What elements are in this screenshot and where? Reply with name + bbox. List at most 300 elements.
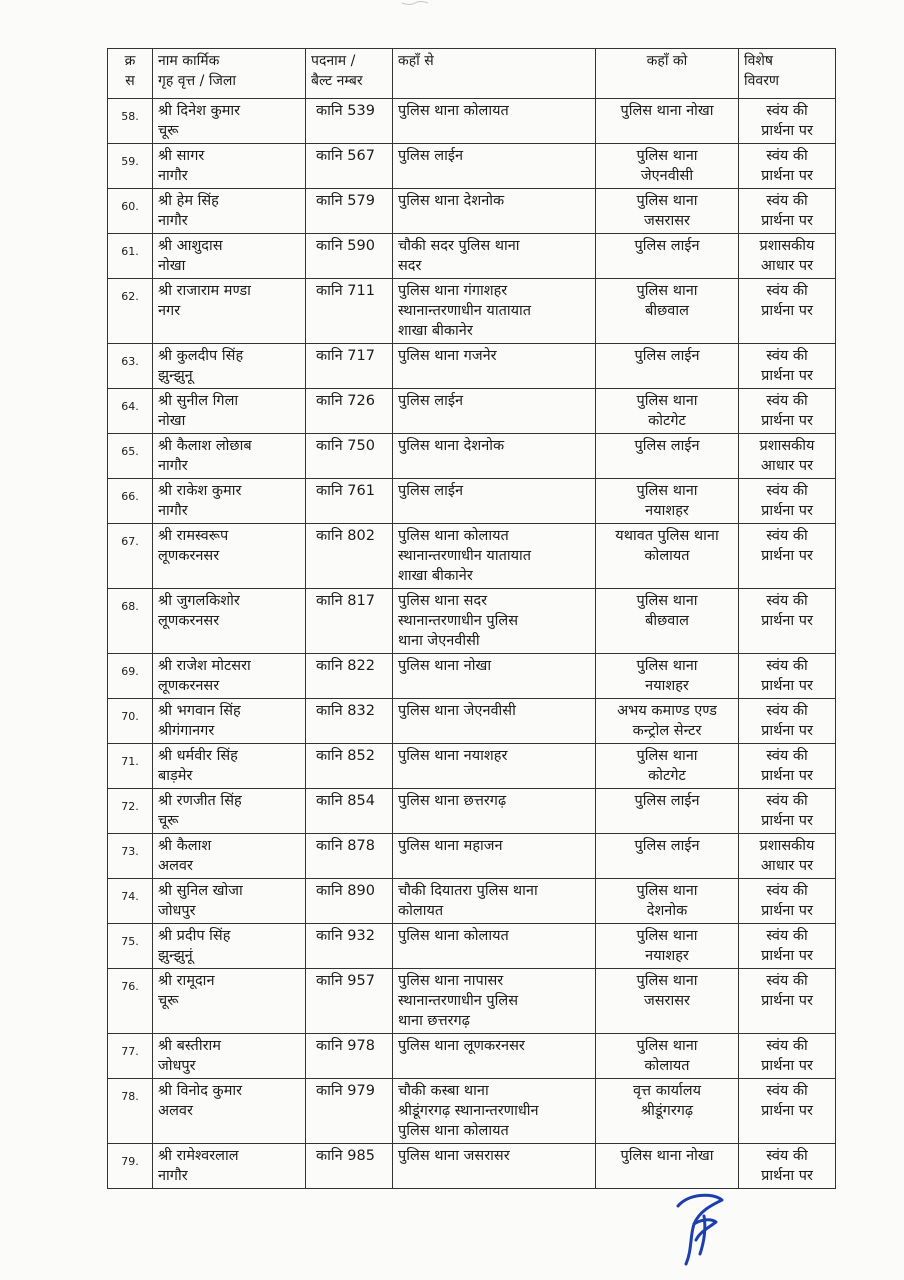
employee-name-line: जोधपुर <box>158 903 196 919</box>
special-remark <box>739 524 836 589</box>
special-remark <box>739 144 836 189</box>
transfer-from-line: पुलिस थाना नयाशहर <box>398 748 508 764</box>
special-remark-line: स्वंय की <box>766 1038 808 1054</box>
transfer-from-line: पुलिस थाना गंगाशहर <box>398 283 508 299</box>
employee-name-line: नागौर <box>158 458 188 474</box>
employee-name-line: बाड़मेर <box>158 768 193 784</box>
table-row <box>108 699 836 744</box>
transfer-from-line: शाखा बीकानेर <box>398 323 473 339</box>
employee-name-line: श्री भगवान सिंह <box>158 703 241 719</box>
special-remark-line: स्वंय की <box>766 793 808 809</box>
transfer-to-line: जसरासर <box>644 993 690 1009</box>
employee-name <box>153 524 306 589</box>
employee-name-line: नोखा <box>158 258 186 274</box>
serial-number: 72. <box>108 789 153 834</box>
transfer-from-line: थाना छत्तरगढ़ <box>398 1013 470 1029</box>
employee-name-line: चूरू <box>158 993 179 1009</box>
designation-belt: कानि 539 <box>306 99 393 144</box>
table-row <box>108 589 836 654</box>
special-remark-line: स्वंय की <box>766 348 808 364</box>
employee-name-line: श्री विनोद कुमार <box>158 1083 243 1099</box>
employee-name-line: श्री सुनिल खोजा <box>158 883 243 899</box>
employee-name-line: श्री रामस्वरूप <box>158 528 229 544</box>
table-row <box>108 279 836 344</box>
employee-name <box>153 234 306 279</box>
employee-name <box>153 1034 306 1079</box>
employee-name-line: अलवर <box>158 858 193 874</box>
special-remark <box>739 789 836 834</box>
serial-number: 77. <box>108 1034 153 1079</box>
transfer-to-line: पुलिस थाना <box>636 483 698 499</box>
employee-name <box>153 344 306 389</box>
table-row <box>108 1079 836 1144</box>
transfer-to-line: जेएनवीसी <box>640 168 694 184</box>
special-remark-line: प्रार्थना पर <box>761 768 813 784</box>
special-remark <box>739 389 836 434</box>
transfer-from-line: पुलिस थाना देशनोक <box>398 438 505 454</box>
designation-belt: कानि 978 <box>306 1034 393 1079</box>
serial-number: 74. <box>108 879 153 924</box>
table-row <box>108 654 836 699</box>
scan-mark <box>400 0 430 8</box>
serial-number: 71. <box>108 744 153 789</box>
employee-name <box>153 789 306 834</box>
serial-number: 60. <box>108 189 153 234</box>
transfer-to <box>596 699 739 744</box>
special-remark-line: स्वंय की <box>766 283 808 299</box>
designation-belt: कानि 717 <box>306 344 393 389</box>
special-remark <box>739 1079 836 1144</box>
employee-name-line: श्री रणजीत सिंह <box>158 793 242 809</box>
header-serial: क्र स <box>108 49 153 99</box>
serial-number: 75. <box>108 924 153 969</box>
table-row <box>108 834 836 879</box>
employee-name <box>153 879 306 924</box>
special-remark <box>739 879 836 924</box>
special-remark-line: प्रशासकीय <box>759 238 815 254</box>
employee-name-line: श्री सुनील गिला <box>158 393 239 409</box>
serial-number: 59. <box>108 144 153 189</box>
serial-number: 68. <box>108 589 153 654</box>
transfer-to-line: श्रीडूंगरगढ़ <box>640 1103 694 1119</box>
special-remark-line: स्वंय की <box>766 1083 808 1099</box>
special-remark-line: स्वंय की <box>766 748 808 764</box>
table-row <box>108 144 836 189</box>
table-row <box>108 479 836 524</box>
transfer-to <box>596 789 739 834</box>
transfer-to <box>596 234 739 279</box>
transfer-from-line: पुलिस थाना लूणकरनसर <box>398 1038 525 1054</box>
employee-name-line: श्री रामेश्वरलाल <box>158 1148 239 1164</box>
transfer-from-line: पुलिस थाना महाजन <box>398 838 503 854</box>
special-remark-line: प्रार्थना पर <box>761 213 813 229</box>
employee-name <box>153 189 306 234</box>
transfer-to <box>596 834 739 879</box>
employee-name-line: अलवर <box>158 1103 193 1119</box>
serial-number: 76. <box>108 969 153 1034</box>
special-remark <box>739 924 836 969</box>
employee-name-line: चूरू <box>158 813 179 829</box>
serial-number: 61. <box>108 234 153 279</box>
transfer-to <box>596 144 739 189</box>
transfer-to <box>596 744 739 789</box>
transfer-from-line: पुलिस थाना कोलायत <box>398 928 509 944</box>
transfer-to-line: वृत्त कार्यालय <box>633 1083 701 1099</box>
serial-number: 63. <box>108 344 153 389</box>
employee-name-line: श्री कैलाश लोछाब <box>158 438 252 454</box>
transfer-to-line: पुलिस थाना <box>636 658 698 674</box>
transfer-to-line: कोटगेट <box>648 768 686 784</box>
special-remark <box>739 834 836 879</box>
transfer-from <box>393 279 596 344</box>
transfer-from-line: पुलिस लाईन <box>398 393 463 409</box>
employee-name <box>153 1144 306 1189</box>
table-row <box>108 189 836 234</box>
special-remark <box>739 344 836 389</box>
transfer-to <box>596 969 739 1034</box>
designation-belt: कानि 750 <box>306 434 393 479</box>
table-row <box>108 879 836 924</box>
special-remark-line: आधार पर <box>760 458 814 474</box>
employee-name-line: नागौर <box>158 503 188 519</box>
transfer-from <box>393 479 596 524</box>
employee-name-line: श्री राकेश कुमार <box>158 483 242 499</box>
special-remark-line: स्वंय की <box>766 103 808 119</box>
employee-name-line: नागौर <box>158 213 188 229</box>
special-remark-line: प्रार्थना पर <box>761 948 813 964</box>
transfer-from-line: पुलिस थाना कोलायत <box>398 528 509 544</box>
employee-name-line: लूणकरनसर <box>158 678 220 694</box>
transfer-from-line: श्रीडूंगरगढ़ स्थानान्तरणाधीन <box>398 1103 539 1119</box>
employee-name-line: श्री आशुदास <box>158 238 223 254</box>
transfer-to <box>596 189 739 234</box>
employee-name <box>153 279 306 344</box>
special-remark-line: प्रशासकीय <box>759 438 815 454</box>
special-remark-line: प्रार्थना पर <box>761 993 813 1009</box>
special-remark <box>739 699 836 744</box>
special-remark <box>739 1034 836 1079</box>
employee-name-line: जोधपुर <box>158 1058 196 1074</box>
table-row <box>108 434 836 479</box>
transfer-from <box>393 524 596 589</box>
employee-name <box>153 654 306 699</box>
transfer-from-line: पुलिस थाना जसरासर <box>398 1148 510 1164</box>
special-remark-line: स्वंय की <box>766 193 808 209</box>
transfer-to <box>596 879 739 924</box>
serial-number: 66. <box>108 479 153 524</box>
serial-number: 78. <box>108 1079 153 1144</box>
serial-number: 62. <box>108 279 153 344</box>
special-remark-line: प्रार्थना पर <box>761 168 813 184</box>
serial-number: 73. <box>108 834 153 879</box>
employee-name <box>153 479 306 524</box>
signature <box>670 1188 730 1268</box>
employee-name-line: झुन्झुनूं <box>158 948 193 964</box>
transfer-from <box>393 144 596 189</box>
transfer-from-line: कोलायत <box>398 903 444 919</box>
transfer-to <box>596 389 739 434</box>
transfer-to-line: कोलायत <box>644 1058 690 1074</box>
serial-number: 65. <box>108 434 153 479</box>
table-row <box>108 99 836 144</box>
designation-belt: कानि 979 <box>306 1079 393 1144</box>
employee-name <box>153 434 306 479</box>
transfer-to-line: यथावत पुलिस थाना <box>615 528 719 544</box>
employee-name <box>153 389 306 434</box>
designation-belt: कानि 802 <box>306 524 393 589</box>
transfer-from-line: पुलिस थाना जेएनवीसी <box>398 703 516 719</box>
transfer-from-line: पुलिस थाना कोलायत <box>398 1123 509 1139</box>
employee-name-line: श्री कैलाश <box>158 838 212 854</box>
transfer-from-line: चौकी दियातरा पुलिस थाना <box>398 883 538 899</box>
transfer-from-line: पुलिस थाना नोखा <box>398 658 492 674</box>
transfer-to-line: अभय कमाण्ड एण्ड <box>617 703 717 719</box>
table-row <box>108 234 836 279</box>
special-remark-line: प्रार्थना पर <box>761 1103 813 1119</box>
employee-name-line: श्री धर्मवीर सिंह <box>158 748 238 764</box>
employee-name-line: श्रीगंगानगर <box>158 723 215 739</box>
table-body <box>108 99 836 1189</box>
special-remark-line: प्रार्थना पर <box>761 1058 813 1074</box>
designation-belt: कानि 854 <box>306 789 393 834</box>
transfer-from <box>393 589 596 654</box>
special-remark-line: स्वंय की <box>766 393 808 409</box>
transfer-to-line: पुलिस थाना <box>636 883 698 899</box>
serial-number: 69. <box>108 654 153 699</box>
transfer-to-line: पुलिस थाना <box>636 193 698 209</box>
special-remark-line: प्रार्थना पर <box>761 903 813 919</box>
transfer-from <box>393 744 596 789</box>
table-row <box>108 789 836 834</box>
transfer-to-line: पुलिस थाना <box>636 973 698 989</box>
transfer-from <box>393 1079 596 1144</box>
transfer-to <box>596 654 739 699</box>
special-remark <box>739 1144 836 1189</box>
designation-belt: कानि 726 <box>306 389 393 434</box>
special-remark-line: स्वंय की <box>766 1148 808 1164</box>
special-remark-line: आधार पर <box>760 858 814 874</box>
special-remark-line: प्रशासकीय <box>759 838 815 854</box>
employee-name <box>153 589 306 654</box>
header-to: कहाँ को <box>596 49 739 99</box>
designation-belt: कानि 711 <box>306 279 393 344</box>
transfer-to <box>596 589 739 654</box>
transfer-to <box>596 1034 739 1079</box>
transfer-from <box>393 234 596 279</box>
designation-belt: कानि 852 <box>306 744 393 789</box>
table-row <box>108 924 836 969</box>
transfer-to-line: कोटगेट <box>648 413 686 429</box>
transfer-from <box>393 969 596 1034</box>
special-remark-line: प्रार्थना पर <box>761 368 813 384</box>
employee-name <box>153 1079 306 1144</box>
transfer-to-line: पुलिस थाना <box>636 148 698 164</box>
employee-name <box>153 699 306 744</box>
employee-name <box>153 744 306 789</box>
employee-name <box>153 924 306 969</box>
transfer-from-line: थाना जेएनवीसी <box>398 633 480 649</box>
employee-name-line: श्री दिनेश कुमार <box>158 103 241 119</box>
transfer-to <box>596 479 739 524</box>
employee-name-line: नोखा <box>158 413 186 429</box>
special-remark <box>739 479 836 524</box>
header-from: कहाँ से <box>393 49 596 99</box>
special-remark-line: स्वंय की <box>766 593 808 609</box>
special-remark <box>739 589 836 654</box>
special-remark-line: प्रार्थना पर <box>761 548 813 564</box>
transfer-from-line: सदर <box>398 258 422 274</box>
transfer-to-line: पुलिस लाईन <box>634 238 700 254</box>
header-name: नाम कार्मिक गृह वृत्त / जिला <box>153 49 306 99</box>
employee-name-line: नगर <box>158 303 181 319</box>
transfer-to-line: पुलिस थाना <box>636 1038 698 1054</box>
special-remark-line: आधार पर <box>760 258 814 274</box>
transfer-to-line: कन्ट्रोल सेन्टर <box>632 723 702 739</box>
transfer-to-line: बीछवाल <box>645 303 689 319</box>
transfer-to-line: पुलिस थाना <box>636 393 698 409</box>
transfer-to <box>596 99 739 144</box>
transfer-to-line: नयाशहर <box>645 678 689 694</box>
transfer-to <box>596 434 739 479</box>
transfer-from <box>393 699 596 744</box>
serial-number: 79. <box>108 1144 153 1189</box>
special-remark <box>739 279 836 344</box>
employee-name-line: लूणकरनसर <box>158 548 220 564</box>
transfer-from-line: चौकी कस्बा थाना <box>398 1083 489 1099</box>
special-remark <box>739 234 836 279</box>
transfer-to-line: पुलिस थाना <box>636 928 698 944</box>
transfer-to-line: देशनोक <box>646 903 688 919</box>
designation-belt: कानि 761 <box>306 479 393 524</box>
designation-belt: कानि 890 <box>306 879 393 924</box>
designation-belt: कानि 590 <box>306 234 393 279</box>
special-remark-line: स्वंय की <box>766 928 808 944</box>
transfer-from <box>393 1144 596 1189</box>
table-row <box>108 744 836 789</box>
employee-name-line: श्री राजाराम मण्डा <box>158 283 251 299</box>
special-remark-line: प्रार्थना पर <box>761 503 813 519</box>
transfer-to <box>596 924 739 969</box>
employee-name-line: झुन्झुनू <box>158 368 193 384</box>
table-row <box>108 1034 836 1079</box>
transfer-to-line: पुलिस थाना नोखा <box>620 1148 714 1164</box>
special-remark-line: प्रार्थना पर <box>761 678 813 694</box>
transfer-from-line: पुलिस थाना नापासर <box>398 973 504 989</box>
transfer-to-line: जसरासर <box>644 213 690 229</box>
transfer-from-line: पुलिस थाना कोलायत <box>398 103 509 119</box>
special-remark-line: प्रार्थना पर <box>761 413 813 429</box>
transfer-from <box>393 654 596 699</box>
special-remark-line: स्वंय की <box>766 883 808 899</box>
special-remark-line: प्रार्थना पर <box>761 723 813 739</box>
transfer-from-line: पुलिस थाना गजनेर <box>398 348 497 364</box>
transfer-to <box>596 1079 739 1144</box>
designation-belt: कानि 822 <box>306 654 393 699</box>
transfer-table <box>107 48 836 1189</box>
transfer-from-line: स्थानान्तरणाधीन पुलिस <box>398 993 519 1009</box>
employee-name-line: चूरू <box>158 123 179 139</box>
employee-name-line: श्री हेम सिंह <box>158 193 219 209</box>
transfer-from-line: स्थानान्तरणाधीन यातायात <box>398 303 532 319</box>
transfer-to-line: बीछवाल <box>645 613 689 629</box>
transfer-to-line: नयाशहर <box>645 503 689 519</box>
employee-name-line: श्री प्रदीप सिंह <box>158 928 231 944</box>
special-remark-line: स्वंय की <box>766 658 808 674</box>
transfer-from <box>393 99 596 144</box>
transfer-from <box>393 189 596 234</box>
special-remark <box>739 654 836 699</box>
special-remark <box>739 189 836 234</box>
serial-number: 70. <box>108 699 153 744</box>
table-row <box>108 969 836 1034</box>
special-remark-line: प्रार्थना पर <box>761 1168 813 1184</box>
designation-belt: कानि 567 <box>306 144 393 189</box>
special-remark-line: प्रार्थना पर <box>761 123 813 139</box>
special-remark <box>739 99 836 144</box>
special-remark <box>739 744 836 789</box>
transfer-from <box>393 344 596 389</box>
transfer-from <box>393 1034 596 1079</box>
employee-name-line: नागौर <box>158 168 188 184</box>
table-row <box>108 1144 836 1189</box>
table-header <box>108 49 836 99</box>
transfer-from <box>393 879 596 924</box>
employee-name-line: लूणकरनसर <box>158 613 220 629</box>
designation-belt: कानि 878 <box>306 834 393 879</box>
employee-name-line: श्री बस्तीराम <box>158 1038 221 1054</box>
transfer-from-line: शाखा बीकानेर <box>398 568 473 584</box>
special-remark-line: प्रार्थना पर <box>761 613 813 629</box>
transfer-to-line: पुलिस लाईन <box>634 348 700 364</box>
designation-belt: कानि 832 <box>306 699 393 744</box>
transfer-from-line: पुलिस थाना सदर <box>398 593 488 609</box>
special-remark-line: स्वंय की <box>766 973 808 989</box>
transfer-from-line: स्थानान्तरणाधीन यातायात <box>398 548 532 564</box>
employee-name <box>153 969 306 1034</box>
transfer-to-line: पुलिस थाना नोखा <box>620 103 714 119</box>
header-remark: विशेष विवरण <box>739 49 836 99</box>
transfer-from <box>393 924 596 969</box>
header-post: पदनाम / बैल्ट नम्बर <box>306 49 393 99</box>
serial-number: 67. <box>108 524 153 589</box>
designation-belt: कानि 817 <box>306 589 393 654</box>
designation-belt: कानि 932 <box>306 924 393 969</box>
employee-name-line: नागौर <box>158 1168 188 1184</box>
designation-belt: कानि 985 <box>306 1144 393 1189</box>
special-remark <box>739 434 836 479</box>
special-remark-line: स्वंय की <box>766 703 808 719</box>
transfer-from-line: चौकी सदर पुलिस थाना <box>398 238 520 254</box>
transfer-to <box>596 344 739 389</box>
transfer-from <box>393 834 596 879</box>
transfer-to-line: पुलिस लाईन <box>634 793 700 809</box>
transfer-from <box>393 389 596 434</box>
employee-name <box>153 834 306 879</box>
employee-name <box>153 99 306 144</box>
table-row <box>108 344 836 389</box>
employee-name-line: श्री रामूदान <box>158 973 215 989</box>
table-row <box>108 524 836 589</box>
serial-number: 58. <box>108 99 153 144</box>
employee-name-line: श्री कुलदीप सिंह <box>158 348 244 364</box>
transfer-from-line: पुलिस लाईन <box>398 483 463 499</box>
special-remark-line: प्रार्थना पर <box>761 303 813 319</box>
employee-name-line: श्री राजेश मोटसरा <box>158 658 251 674</box>
transfer-from-line: स्थानान्तरणाधीन पुलिस <box>398 613 519 629</box>
employee-name-line: श्री सागर <box>158 148 205 164</box>
transfer-to-line: पुलिस थाना <box>636 593 698 609</box>
special-remark-line: स्वंय की <box>766 483 808 499</box>
